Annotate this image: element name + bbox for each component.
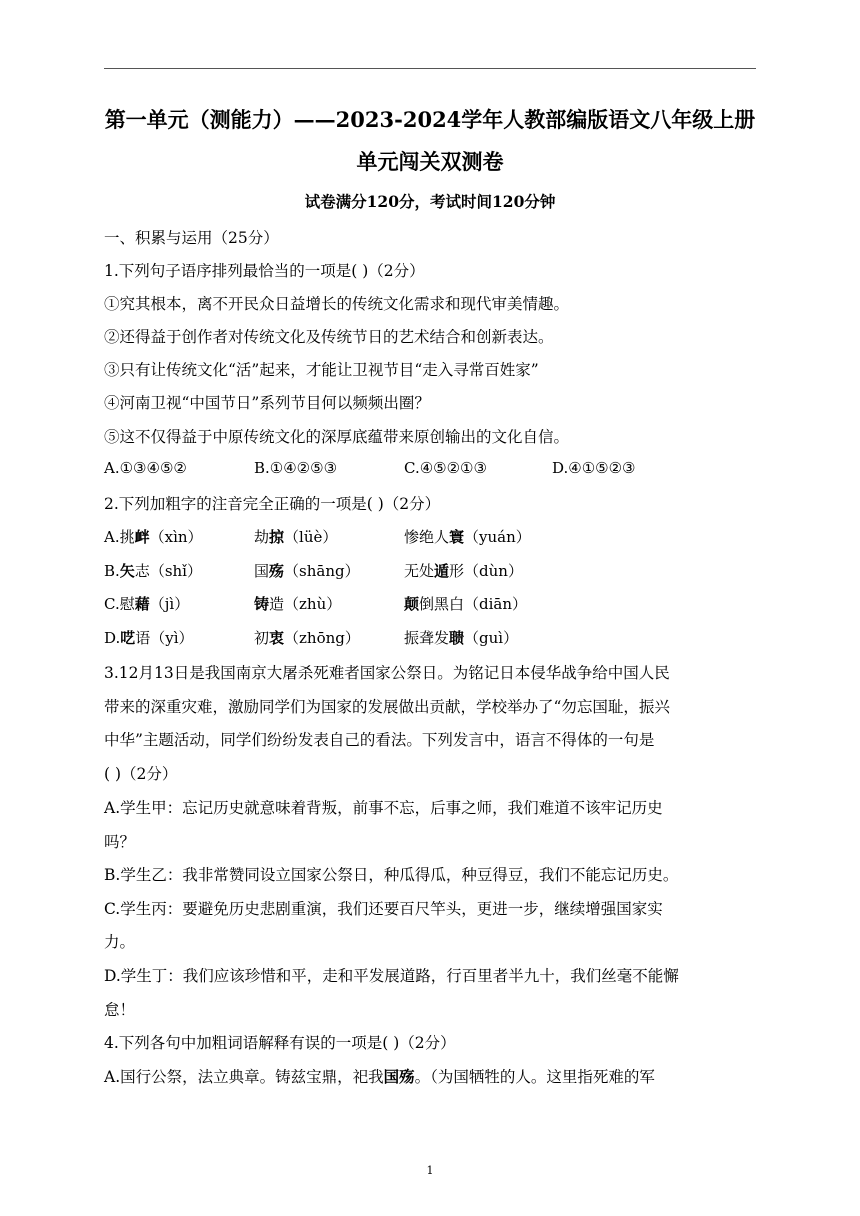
page-title: 第一单元（测能力）——2023-2024学年人教部编版语文八年级上册 — [104, 107, 756, 132]
q1-option-d: D.④①⑤②③ — [552, 459, 636, 477]
q2-cell: D.呓语（yì） — [104, 629, 194, 647]
q2-cell: 颠倒黑白（diān） — [404, 595, 528, 613]
question-4-stem: 4.下列各句中加粗词语解释有误的一项是( )（2分） — [104, 1034, 456, 1052]
q1-sentence-3: ③只有让传统文化“活”起来，才能让卫视节目“走入寻常百姓家” — [104, 361, 539, 379]
q4-option-a: A.国行公祭，法立典章。铸兹宝鼎，祀我国殇。（为国牺牲的人。这里指死难的军 — [104, 1067, 655, 1086]
q2-cell: C.慰藉（jì） — [104, 595, 190, 613]
page-title-line2: 单元闯关双测卷 — [356, 149, 504, 174]
page-number: 1 — [426, 1164, 434, 1177]
q3-option-a: A.学生甲：忘记历史就意味着背叛，前事不忘，后事之师，我们难道不该牢记历史 — [104, 799, 663, 817]
q2-cell: 国殇（shāng） — [254, 562, 360, 580]
question-2-stem: 2.下列加粗字的注音完全正确的一项是( )（2分） — [104, 495, 441, 513]
q3-option-b: B.学生乙：我非常赞同设立国家公祭日，种瓜得瓜，种豆得豆，我们不能忘记历史。 — [104, 866, 679, 884]
q2-cell: 振聋发聩（guì） — [404, 629, 519, 647]
q2-cell: 无处遁形（dùn） — [404, 562, 523, 580]
q2-cell: 惨绝人寰（yuán） — [404, 528, 531, 546]
question-1-stem: 1.下列句子语序排列最恰当的一项是( )（2分） — [104, 262, 425, 280]
question-3-stem: ( )（2分） — [104, 765, 178, 783]
q3-option-c: C.学生丙：要避免历史悲剧重演，我们还要百尺竿头，更进一步，继续增强国家实 — [104, 900, 663, 918]
question-3-stem: 带来的深重灾难，激励同学们为国家的发展做出贡献，学校举办了“勿忘国耻，振兴 — [104, 698, 670, 716]
question-3-stem: 3.12月13日是我国南京大屠杀死难者国家公祭日。为铭记日本侵华战争给中国人民 — [104, 664, 670, 682]
q1-sentence-4: ④河南卫视“中国节日”系列节目何以频频出圈？ — [104, 394, 430, 412]
q1-sentence-1: ①究其根本，离不开民众日益增长的传统文化需求和现代审美情趣。 — [104, 295, 570, 313]
q2-cell: 初衷（zhōng） — [254, 629, 360, 647]
q1-option-c: C.④⑤②①③ — [404, 459, 487, 477]
q2-cell: B.矢志（shǐ） — [104, 562, 202, 580]
section-heading: 一、积累与运用（25分） — [104, 229, 279, 247]
q2-cell: 铸造（zhù） — [254, 595, 342, 613]
question-3-stem: 中华”主题活动，同学们纷纷发表自己的看法。下列发言中，语言不得体的一句是 — [104, 731, 655, 749]
q3-option-c-cont: 力。 — [104, 933, 136, 951]
q3-option-d-cont: 怠！ — [104, 1001, 136, 1019]
q3-option-a-cont: 吗？ — [104, 833, 136, 851]
header-rule — [104, 68, 756, 69]
q3-option-d: D.学生丁：我们应该珍惜和平，走和平发展道路，行百里者半九十，我们丝毫不能懈 — [104, 967, 679, 985]
exam-info: 试卷满分120分，考试时间120分钟 — [304, 192, 556, 211]
q1-sentence-2: ②还得益于创作者对传统文化及传统节日的艺术结合和创新表达。 — [104, 328, 554, 346]
q2-cell: A.挑衅（xìn） — [104, 528, 203, 546]
q1-sentence-5: ⑤这不仅得益于中原传统文化的深厚底蕴带来原创输出的文化自信。 — [104, 428, 570, 446]
q1-option-a: A.①③④⑤② — [104, 459, 187, 477]
q1-option-b: B.①④②⑤③ — [254, 459, 338, 477]
q2-cell: 劫掠（lüè） — [254, 528, 338, 546]
